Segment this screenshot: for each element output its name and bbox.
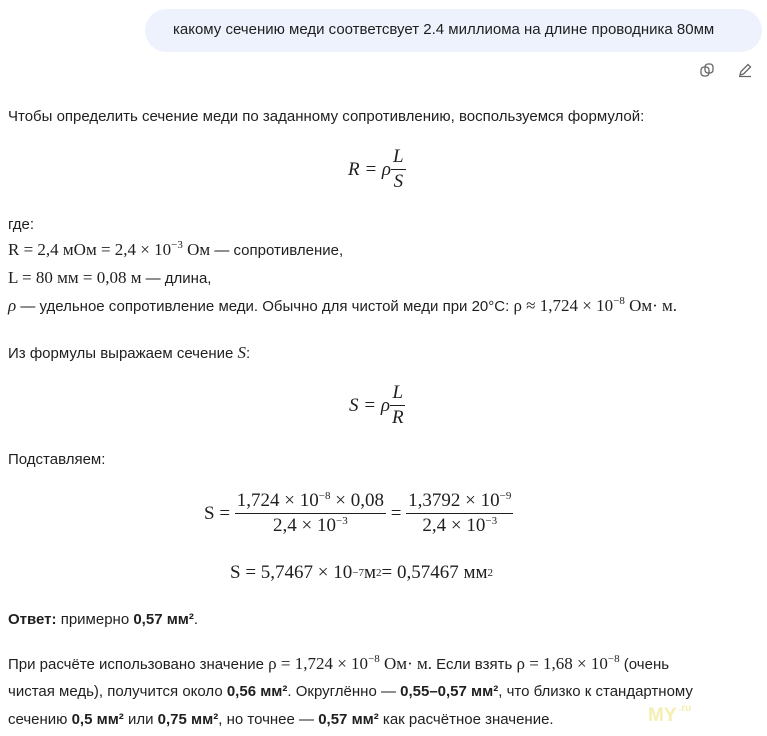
- copy-icon[interactable]: [698, 62, 716, 80]
- answer-line: Ответ: примерно 0,57 мм².: [8, 611, 199, 628]
- note-line-2: чистая медь), получится около 0,56 мм². Округлённо — 0,55–0,57 мм², что близко к стандартному: [8, 683, 693, 700]
- where-label: где:: [8, 216, 35, 233]
- substitute-label: Подставляем:: [8, 451, 106, 468]
- intro-text: Чтобы определить сечение меди по заданному сопротивлению, воспользуемся формулой:: [8, 108, 645, 125]
- pencil-icon[interactable]: [736, 62, 754, 80]
- user-message-bubble: [145, 9, 762, 52]
- user-message-text: какому сечению меди соответсвует 2.4 миллиома на длине проводника 80мм: [173, 21, 715, 38]
- formula-substitution: S = $\frac{1,724 \times 10^{-8} \times 0,08}{2,4 \times 10^{-3}}$ = $\frac{1,3792 \times 10^{-9}}{2,4 \times 10^{-3}}$: [204, 490, 512, 536]
- formula-result: S = 5,7467 × 10 −7 м 2 = 0,57467 мм 2: [230, 562, 494, 583]
- definition-rho: ρ — удельное сопротивление меди. Обычно для чистой меди при 20°C: $\rho \approx 1,724 \times 10^{-8}$ Ом· м.: [8, 295, 678, 315]
- formula-section: S = ρ $\frac{L}{R}$: [349, 382, 404, 428]
- definition-r: R = 2,4 мОм = $2,4 \times 10^{-3}$ Ом — сопротивление,: [8, 239, 344, 259]
- express-text: Из формулы выражаем сечение S:: [8, 343, 251, 362]
- note-line-1: При расчёте использовано значение $\rho = 1,724 \times 10^{-8}$ Ом· м. Если взять $\rho = 1,68 \times 10^{-8}$ (очень: [8, 653, 670, 673]
- note-line-3: сечению 0,5 мм² или 0,75 мм², но точнее — 0,57 мм² как расчётное значение.: [8, 711, 554, 728]
- formula-resistance: R = ρ $\frac{L}{S}$: [348, 146, 404, 192]
- watermark-logo: MY $^{.ru}$: [648, 703, 692, 726]
- definition-l: L = 80 мм = 0,08 м — длина,: [8, 268, 212, 287]
